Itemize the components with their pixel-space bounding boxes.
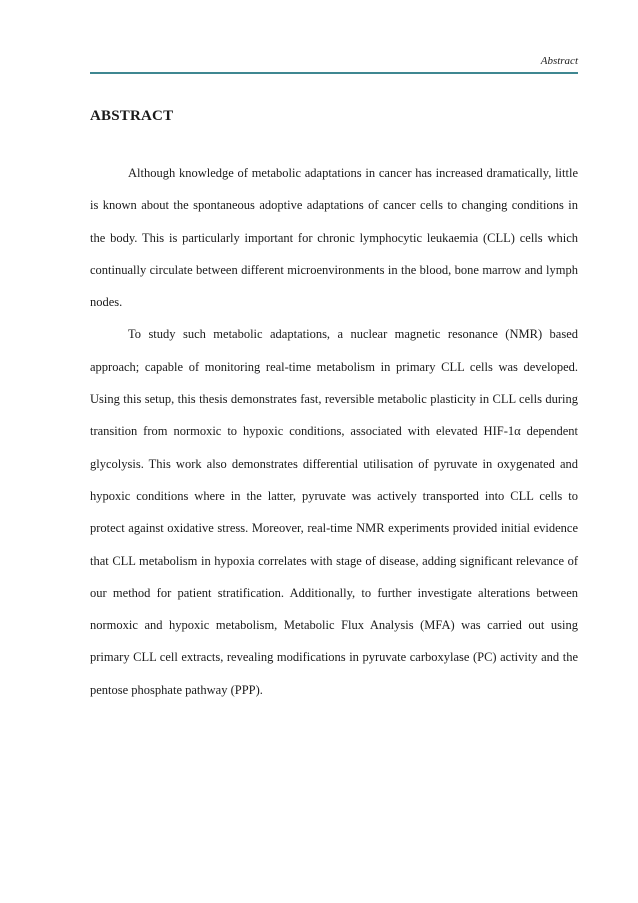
abstract-paragraph-2: To study such metabolic adaptations, a nuclear magnetic resonance (NMR) based approach; capable of monitoring real-time metabolism in primary CLL cells was developed. Using this setup, this thesis demonstrates fast, reversible metabolic plasticity in CLL cells during transition from normoxic to hypoxic conditions, associated with elevated HIF-1α dependent glycolysis. This work also demonstrates differential utilisation of pyruvate in oxygenated and hypoxic conditions where in the latter, pyruvate was actively transported into CLL cells to protect against oxidative stress. Moreover, real-time NMR experiments provided initial evidence that CLL metabolism in hypoxia correlates with stage of disease, adding significant relevance of our method for patient stratification. Additionally, to further investigate alterations between normoxic and hypoxic metabolism, Metabolic Flux Analysis (MFA) was carried out using primary CLL cell extracts, revealing modifications in pyruvate carboxylase (PC) activity and the pentose phosphate pathway (PPP). xyxy=(90,327,578,697)
running-header-title: Abstract xyxy=(540,55,578,67)
page-title: ABSTRACT xyxy=(90,108,174,124)
abstract-body xyxy=(90,157,578,706)
header-divider xyxy=(90,72,578,74)
abstract-paragraph-1: Although knowledge of metabolic adaptations in cancer has increased dramatically, little is known about the spontaneous adoptive adaptations of cancer cells to changing conditions in the body. This is particularly important for chronic lymphocytic leukaemia (CLL) cells which continually circulate between different microenvironments in the blood, bone marrow and lymph nodes. xyxy=(90,166,578,310)
